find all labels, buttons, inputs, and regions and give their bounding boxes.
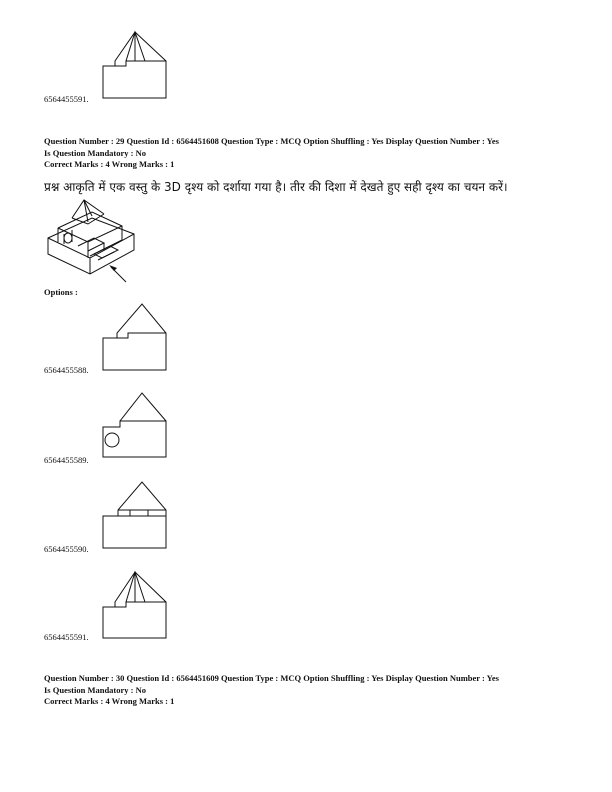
option-figure-house-stepped-roof-lines [100,28,170,100]
option-id: 6564455591. [44,94,89,104]
option-figure-house-stepped[interactable] [100,300,170,372]
question-header [44,136,584,171]
question-meta-line: Question Number : 30 Question Id : 6564451609 Question Type : MCQ Option Shuffling : Yes Display Question Number : Yes [44,673,499,683]
option-figure-house-step-box[interactable] [100,478,170,550]
question-3d-object-figure [44,198,144,288]
option-figure-house-circle[interactable] [100,389,170,459]
question-meta-line: Question Number : 29 Question Id : 6564451608 Question Type : MCQ Option Shuffling : Yes Display Question Number : Yes [44,136,499,146]
question-mandatory: Is Question Mandatory : No [44,684,147,695]
question-text: प्रश्न आकृति में एक वस्तु के 3D दृश्य को दर्शाया गया है। तीर की दिशा में देखते हुए सही दृश्य का चयन करें। [44,180,508,194]
question-marks: Correct Marks : 4 Wrong Marks : 1 [44,159,175,169]
option-id[interactable]: 6564455588. [44,365,89,375]
option-id[interactable]: 6564455589. [44,455,89,465]
option-id[interactable]: 6564455590. [44,544,89,554]
question-header [44,673,584,708]
option-figure-house-stepped-roof-lines[interactable] [100,568,170,640]
option-id[interactable]: 6564455591. [44,632,89,642]
question-mandatory: Is Question Mandatory : No [44,147,147,158]
options-label: Options : [44,287,78,297]
question-marks: Correct Marks : 4 Wrong Marks : 1 [44,696,175,706]
